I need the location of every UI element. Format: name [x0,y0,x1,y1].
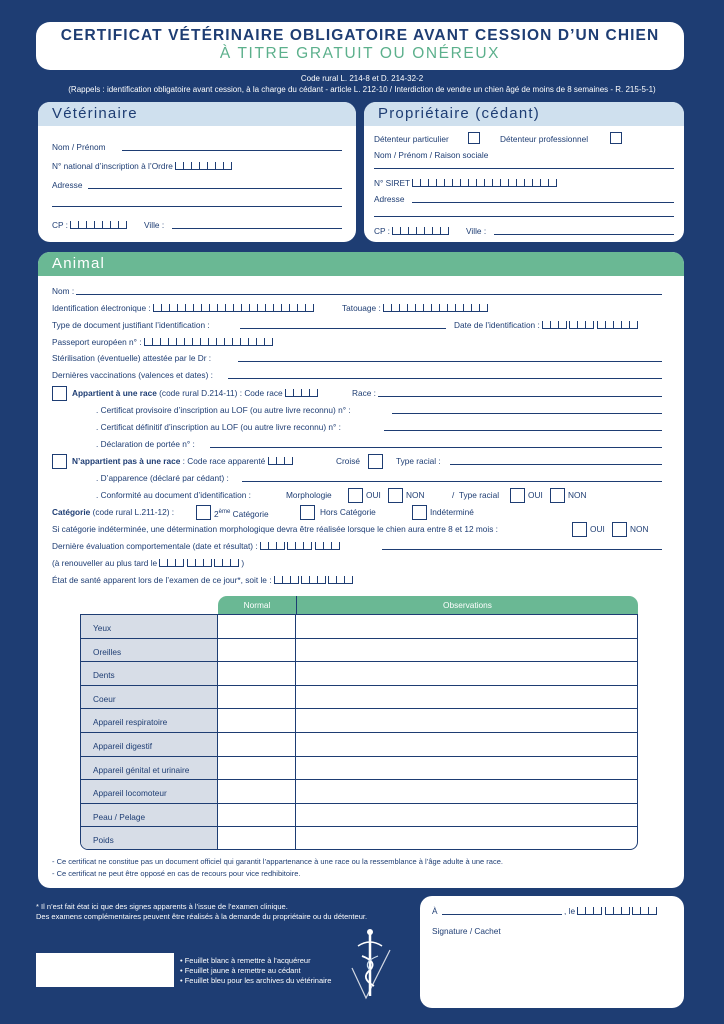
renouveler-year[interactable] [214,559,239,567]
animal-nom-label: Nom : [52,286,75,296]
morphologie-non-label: NON [406,490,425,500]
vet-adresse-field-2[interactable] [52,206,342,207]
date-ident-month[interactable] [569,321,594,329]
vet-cp-field[interactable] [70,221,127,229]
exam-normal-cell[interactable] [218,709,295,733]
evaluation-label: Dernière évaluation comportementale (date et résultat) : [52,541,340,551]
proprietaire-panel [364,102,684,242]
evaluation-day[interactable] [260,542,285,550]
race-name-field[interactable] [378,396,662,397]
croise-label: Croisé [336,456,360,466]
indetermine-checkbox[interactable] [412,505,427,520]
prop-siret-field[interactable] [412,179,557,187]
sign-date-day[interactable] [577,907,602,915]
si-indeterminee-label: Si catégorie indéterminée, une détermination morphologique devra être réalisée lorsque le chien aura entre 8 et 12 mois : [52,524,498,534]
exam-row-label: Poids [81,827,217,850]
vet-ville-field[interactable] [172,228,342,229]
tatouage-label: Tatouage : [342,303,488,313]
sign-date-month[interactable] [605,907,630,915]
exam-row-label: Appareil respiratoire [81,709,217,733]
vet-cp-label: CP : [52,220,127,230]
type-racial-field[interactable] [450,464,662,465]
evaluation-month[interactable] [287,542,312,550]
date-ident-day[interactable] [542,321,567,329]
exam-observation-cell[interactable] [296,709,637,733]
morphologie-oui-checkbox[interactable] [348,488,363,503]
vet-ordre-field[interactable] [175,162,232,170]
race-checkbox[interactable] [52,386,67,401]
identification-field[interactable] [153,304,314,312]
col-observations-header: Observations [296,596,638,614]
note-2: - Ce certificat ne peut être opposé en cas de recours pour vice redhibitoire. [52,869,301,878]
exam-row-label: Peau / Pelage [81,804,217,828]
cert-provisoire-field[interactable] [392,413,662,414]
prop-ville-label: Ville : [466,226,487,236]
page-title: CERTIFICAT VÉTÉRINAIRE OBLIGATOIRE AVANT CESSION D’UN CHIEN [60,27,660,44]
evaluation-year[interactable] [315,542,340,550]
note-1: - Ce certificat ne constitue pas un document officiel qui garantit l’appartenance à une race ou la ressemblance à l’âge adulte à une race. [52,857,503,866]
passeport-label: Passeport européen n° : [52,337,273,347]
evaluation-field[interactable] [382,549,662,550]
indetermine-label: Indéterminé [430,507,474,517]
exam-observation-cell[interactable] [296,827,637,850]
type-racial-label: Type racial : [396,456,441,466]
prop-nom-field[interactable] [374,168,674,169]
cert-definitif-label: . Certificat définitif d’inscription au LOF (ou autre livre reconnu) n° : [96,422,341,432]
morphologie-oui-label: OUI [366,490,381,500]
exam-table-body [80,614,638,850]
prop-adresse-field[interactable] [412,202,674,203]
date-ident-label: Date de l’identification : [454,320,638,330]
exam-normal-cell[interactable] [218,615,295,639]
renouveler-month[interactable] [187,559,212,567]
vet-ordre-label: N° national d’inscription à l’Ordre [52,161,232,171]
sterilisation-field[interactable] [238,361,662,362]
exam-row-label: Appareil digestif [81,733,217,757]
exam-observation-cell[interactable] [296,804,637,828]
exam-row-label: Appareil génital et urinaire [81,757,217,781]
prop-adresse-label: Adresse [374,194,405,204]
exam-table [80,596,638,850]
etat-sante-label: État de santé apparent lors de l’examen de ce jour*, soit le : [52,575,353,585]
prop-adresse-field-2[interactable] [374,216,674,217]
etat-sante-month[interactable] [301,576,326,584]
type-racial-oui-label: OUI [528,490,543,500]
cat2-label: 2ème Catégorie [214,508,269,519]
code-race-apparente-field[interactable] [268,457,293,465]
apparence-field[interactable] [242,481,662,482]
feuillet-blanc: • Feuillet blanc à remettre à l’acquéreur [180,956,311,965]
white-label-box [36,953,174,987]
detenteur-particulier-label: Détenteur particulier [374,134,449,144]
caduceus-logo [344,926,396,1002]
vaccinations-label: Dernières vaccinations (valences et dates) : [52,370,213,380]
determination-non-label: NON [630,524,649,534]
morphologie-label: Morphologie [286,490,332,500]
determination-oui-checkbox[interactable] [572,522,587,537]
vet-adresse-label: Adresse [52,180,83,190]
declaration-field[interactable] [210,447,662,448]
proprietaire-heading: Propriétaire (cédant) [364,102,684,126]
vet-nom-field[interactable] [122,150,342,151]
exam-row-label: Oreilles [81,639,217,663]
cert-provisoire-label: . Certificat provisoire d’inscription au LOF (ou autre livre reconnu) n° : [96,405,351,415]
exam-normal-cell[interactable] [218,639,295,663]
etat-sante-year[interactable] [328,576,353,584]
sign-date-year[interactable] [632,907,657,915]
exam-observation-cell[interactable] [296,615,637,639]
vet-ville-label: Ville : [144,220,165,230]
race-name-label: Race : [352,388,376,398]
exam-normal-cell[interactable] [218,780,295,804]
cert-definitif-field[interactable] [384,430,662,431]
type-doc-label: Type de document justifiant l’identification : [52,320,210,330]
detenteur-particulier-checkbox[interactable] [468,132,480,144]
apparence-label: . D’apparence (déclaré par cédant) : [96,473,229,483]
lieu-label: À [432,906,438,916]
page-subtitle: À TITRE GRATUIT OU ONÉREUX [219,45,501,62]
vet-adresse-field[interactable] [88,188,342,189]
exam-observation-cell[interactable] [296,733,637,757]
hors-cat-checkbox[interactable] [300,505,315,520]
passeport-field[interactable] [144,338,273,346]
race-label: Appartient à une race (code rural D.214-11) : Code race [72,388,318,398]
non-race-label: N’appartient pas à une race : Code race apparenté [72,456,293,466]
veterinaire-heading: Vétérinaire [38,102,356,126]
etat-sante-day[interactable] [274,576,299,584]
signature-label: Signature / Cachet [432,926,501,936]
cat2-checkbox[interactable] [196,505,211,520]
code-race-field[interactable] [285,389,318,397]
animal-panel [38,252,684,888]
date-label: , le [564,906,657,916]
title-box [36,22,684,70]
prop-cp-field[interactable] [392,227,449,235]
footnote-1: * Il n’est fait état ici que des signes apparents à l’issue de l’examen clinique. [36,902,288,911]
sterilisation-label: Stérilisation (éventuelle) attestée par le Dr : [52,353,212,363]
veterinaire-panel [38,102,356,242]
exam-normal-cell[interactable] [218,662,295,686]
date-ident-year[interactable] [597,321,638,329]
prop-nom-label: Nom / Prénom / Raison sociale [374,150,489,160]
determination-oui-label: OUI [590,524,605,534]
prop-siret-label: N° SIRET [374,178,557,188]
type-racial-non-label: NON [568,490,587,500]
exam-row-label: Yeux [81,615,217,639]
detenteur-pro-checkbox[interactable] [610,132,622,144]
footnote-2: Des examens complémentaires peuvent être réalisés à la demande du propriétaire ou du détenteur. [36,912,368,921]
exam-observation-cell[interactable] [296,686,637,710]
exam-normal-cell[interactable] [218,827,295,850]
declaration-label: . Déclaration de portée n° : [96,439,195,449]
exam-table-header [218,596,638,614]
conformite-label: . Conformité au document d’identification : [96,490,251,500]
exam-normal-cell[interactable] [218,686,295,710]
exam-observation-cell[interactable] [296,757,637,781]
lieu-field[interactable] [442,914,562,915]
hors-cat-label: Hors Catégorie [320,507,376,517]
legal-reminder: (Rappels : identification obligatoire avant cession, à la charge du cédant - article L. 212-10 / Interdiction de vendre un chien âgé de moins de 8 semaines - R. 215-5-1) [68,85,656,94]
type-racial-non-checkbox[interactable] [550,488,565,503]
exam-observation-cell[interactable] [296,639,637,663]
feuillet-bleu: • Feuillet bleu pour les archives du vétérinaire [180,976,332,985]
type-racial-conf-label: / Type racial [452,490,500,500]
exam-observation-cell[interactable] [296,662,637,686]
renouveler-day[interactable] [159,559,184,567]
vet-nom-label: Nom / Prénom [52,142,106,152]
morphologie-non-checkbox[interactable] [388,488,403,503]
exam-row-label: Dents [81,662,217,686]
animal-heading: Animal [38,252,684,276]
type-racial-oui-checkbox[interactable] [510,488,525,503]
exam-observation-cell[interactable] [296,780,637,804]
croise-checkbox[interactable] [368,454,383,469]
vaccinations-field[interactable] [228,378,662,379]
exam-normal-cell[interactable] [218,757,295,781]
exam-row-label: Appareil locomoteur [81,780,217,804]
prop-ville-field[interactable] [494,234,674,235]
prop-cp-label: CP : [374,226,449,236]
renouveler-label: (à renouveller au plus tard le ) [52,558,245,568]
non-race-checkbox[interactable] [52,454,67,469]
col-normal-header: Normal [243,600,271,610]
exam-normal-cell[interactable] [218,733,295,757]
legal-reference: Code rural L. 214-8 et D. 214-32-2 [300,74,424,83]
detenteur-pro-label: Détenteur professionnel [500,134,589,144]
exam-normal-cell[interactable] [218,804,295,828]
type-doc-field[interactable] [240,328,446,329]
identification-label: Identification électronique : [52,303,314,313]
determination-non-checkbox[interactable] [612,522,627,537]
animal-nom-field[interactable] [76,294,662,295]
categorie-label: Catégorie (code rural L.211-12) : [52,507,175,517]
exam-row-label: Coeur [81,686,217,710]
feuillet-jaune: • Feuillet jaune à remettre au cédant [180,966,301,975]
signature-panel [420,896,684,1008]
tatouage-field[interactable] [383,304,488,312]
